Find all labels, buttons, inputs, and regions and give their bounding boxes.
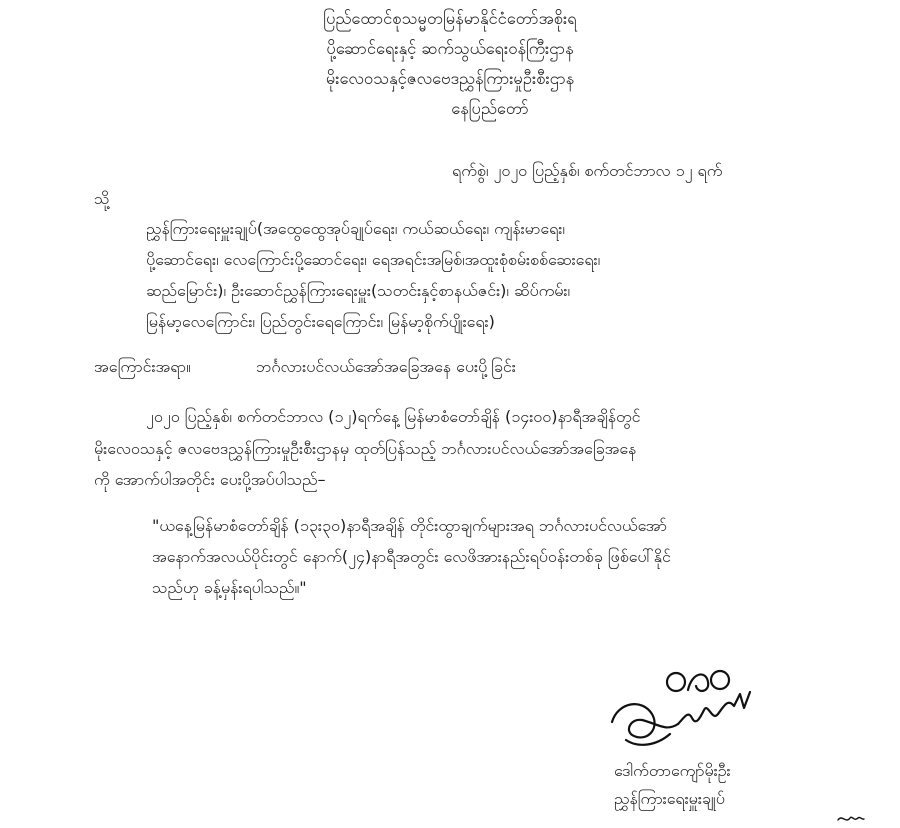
handwritten-signature (608, 662, 778, 754)
header-ministry: ပို့ဆောင်ရေးနှင့် ဆက်သွယ်ရေးဝန်ကြီးဌာန (326, 39, 574, 58)
recipient-line: ဆည်မြောင်း)၊ ဦးဆောင်ညွှန်ကြားရေးမှူး(သတင်းနှင့်စာနယ်ဇင်း)၊ ဆိပ်ကမ်း၊ (146, 281, 570, 300)
handwritten-initials (836, 810, 866, 826)
quote-line: သည်ဟု ခန့်မှန်းရပါသည်။" (152, 578, 307, 597)
body-line: မိုးလေဝသနှင့် ဇလဗေဒညွှန်ကြားမှုဦးစီးဌာနမှ ထုတ်ပြန်သည့် ဘင်္ဂလားပင်လယ်အော်အခြေအနေ (94, 439, 637, 458)
recipient-line: ပို့ဆောင်ရေး၊ လေကြောင်းပို့ဆောင်ရေး၊ ရေအရင်းအမြစ်၊အထူးစုံစမ်းစစ်ဆေးရေး၊ (146, 250, 601, 269)
to-label: သို့ (94, 189, 110, 208)
quote-line: အနောက်အလယ်ပိုင်းတွင် နောက်(၂၄)နာရီအတွင်း လေဖိအားနည်းရပ်ဝန်းတစ်ခု ဖြစ်ပေါ်နိုင် (152, 547, 671, 566)
recipient-line: မြန်မာ့လေကြောင်း၊ ပြည်တွင်းရေကြောင်း၊ မြန်မာ့စိုက်ပျိုးရေး) (146, 312, 495, 331)
signer-name: ဒေါက်တာကျော်မိုးဦး (614, 761, 731, 780)
signer-title: ညွှန်ကြားရေးမှူးချုပ် (614, 789, 725, 808)
subject-text: ဘင်္ဂလားပင်လယ်အော်အခြေအနေ ပေးပို့ခြင်း (256, 357, 516, 376)
body-line: ၂၀၂၀ ပြည့်နှစ်၊ စက်တင်ဘာလ (၁၂)ရက်နေ့ မြန်မာစံတော်ချိန် (၁၄း၀၀)နာရီအချိန်တွင် (146, 407, 641, 426)
subject-label: အကြောင်းအရာ။ (94, 357, 191, 376)
body-line: ကို အောက်ပါအတိုင်း ပေးပို့အပ်ပါသည်– (94, 470, 326, 489)
header-city: နေပြည်တော် (451, 99, 529, 118)
quote-line: "ယနေ့မြန်မာစံတော်ချိန် (၁၃း၃၀)နာရီအချိန် တိုင်းထွာချက်များအရ ဘင်္ဂလားပင်လယ်အော် (152, 516, 667, 535)
header-department: မိုးလေဝသနှင့်ဇလဗေဒညွှန်ကြားမှုဦးစီးဌာန (325, 69, 575, 88)
header-government: ပြည်ထောင်စုသမ္မတမြန်မာနိုင်ငံတော်အစိုးရ (323, 9, 577, 28)
letter-date: ရက်စွဲ၊ ၂၀၂၀ ပြည့်နှစ်၊ စက်တင်ဘာလ ၁၂ ရက် (452, 161, 723, 180)
recipient-line: ညွှန်ကြားရေးမှူးချုပ်(အထွေထွေအုပ်ချုပ်ရေး၊ ကယ်ဆယ်ရေး၊ ကျန်းမာရေး၊ (146, 219, 565, 238)
